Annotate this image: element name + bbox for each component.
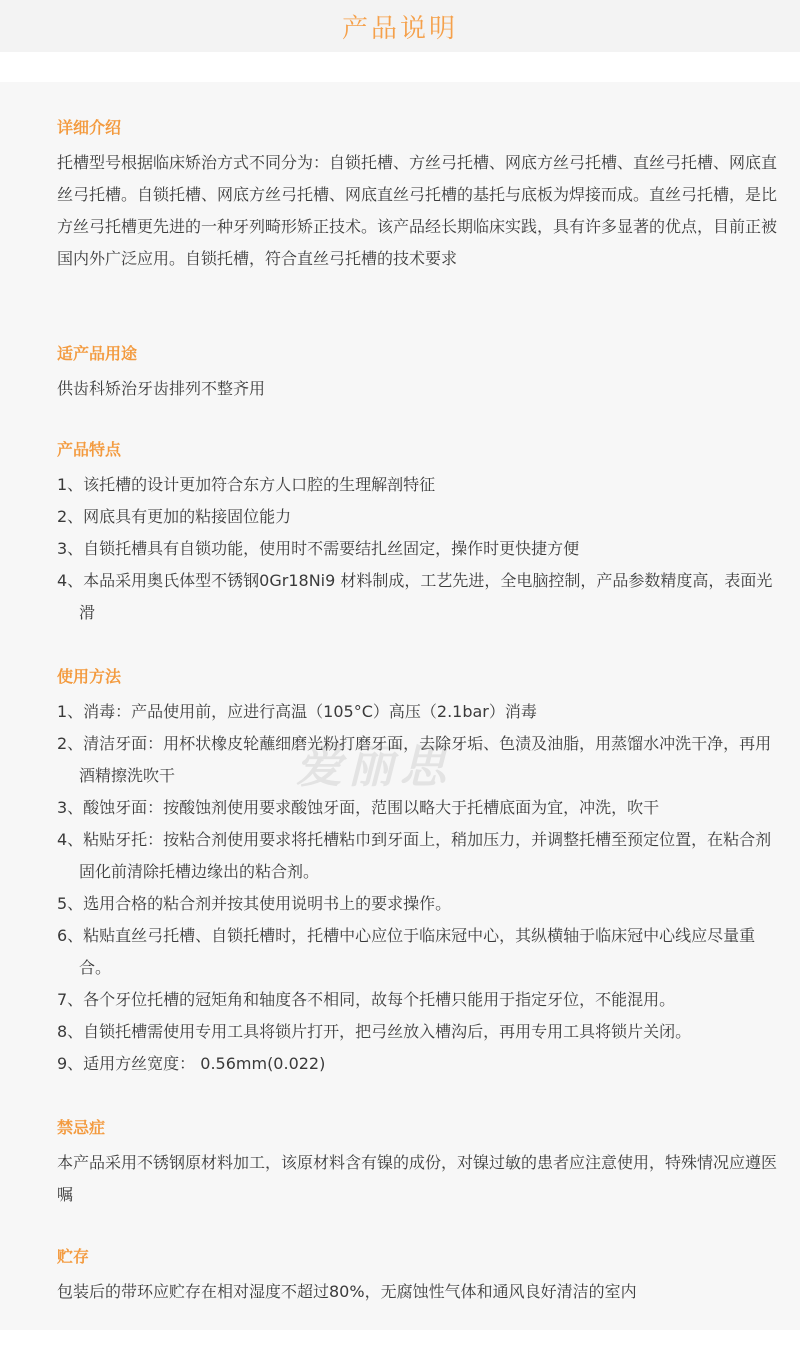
list-item: 2、清洁牙面：用杯状橡皮轮蘸细磨光粉打磨牙面，去除牙垢、色渍及油脂，用蒸馏水冲洗干净，再用酒精擦洗吹干 bbox=[57, 734, 772, 785]
section-title: 产品特点 bbox=[57, 440, 122, 459]
section-paragraph: 托槽型号根据临床矫治方式不同分为：自锁托槽、方丝弓托槽、网底方丝弓托槽、直丝弓托槽、网底直丝弓托槽。自锁托槽、网底方丝弓托槽、网底直丝弓托槽的基托与底板为焊接而成。直丝弓托槽，是比方丝弓托槽更先进的一种牙列畸形矫正技术。该产品经长期临床实践，具有许多显著的优点，目前正被国内外广泛应用。自锁托槽，符合直丝弓托槽的技术要求 bbox=[57, 153, 778, 268]
section-title: 禁忌症 bbox=[57, 1118, 106, 1137]
list-item: 8、自锁托槽需使用专用工具将锁片打开，把弓丝放入槽沟后，再用专用工具将锁片关闭。 bbox=[57, 1022, 692, 1041]
section-details bbox=[57, 116, 777, 275]
section-usage-purpose bbox=[57, 342, 777, 405]
section-paragraph: 供齿科矫治牙齿排列不整齐用 bbox=[57, 379, 266, 398]
section-contraindications bbox=[57, 1116, 777, 1211]
content-panel bbox=[0, 82, 800, 1330]
section-storage bbox=[57, 1245, 777, 1308]
list-item: 9、适用方丝宽度： 0.56mm(0.022) bbox=[57, 1054, 326, 1073]
section-instructions bbox=[57, 665, 777, 1080]
list-item: 3、酸蚀牙面：按酸蚀剂使用要求酸蚀牙面，范围以略大于托槽底面为宜，冲洗，吹干 bbox=[57, 798, 660, 817]
list-item: 1、消毒：产品使用前，应进行高温（105°C）高压（2.1bar）消毒 bbox=[57, 702, 537, 721]
section-title: 贮存 bbox=[57, 1247, 90, 1266]
section-title: 适产品用途 bbox=[57, 344, 138, 363]
list-item: 4、本品采用奥氏体型不锈钢0Gr18Ni9 材料制成，工艺先进，全电脑控制，产品参数精度高，表面光滑 bbox=[57, 571, 773, 622]
list-item: 5、选用合格的粘合剂并按其使用说明书上的要求操作。 bbox=[57, 894, 452, 913]
section-paragraph: 包装后的带环应贮存在相对湿度不超过80%，无腐蚀性气体和通风良好清洁的室内 bbox=[57, 1282, 637, 1301]
page-title: 产品说明 bbox=[341, 13, 458, 44]
page-header bbox=[0, 0, 800, 52]
section-features bbox=[57, 438, 777, 629]
brand-watermark: 爱丽思 bbox=[296, 739, 452, 793]
section-title: 使用方法 bbox=[57, 667, 122, 686]
list-item: 1、该托槽的设计更加符合东方人口腔的生理解剖特征 bbox=[57, 475, 436, 494]
section-paragraph: 本产品采用不锈钢原材料加工，该原材料含有镍的成份，对镍过敏的患者应注意使用，特殊情况应遵医嘱 bbox=[57, 1153, 778, 1204]
list-item: 3、自锁托槽具有自锁功能，使用时不需要结扎丝固定，操作时更快捷方便 bbox=[57, 539, 580, 558]
section-title: 详细介绍 bbox=[57, 118, 122, 137]
list-item: 2、网底具有更加的粘接固位能力 bbox=[57, 507, 292, 526]
list-item: 7、各个牙位托槽的冠矩角和轴度各不相同，故每个托槽只能用于指定牙位，不能混用。 bbox=[57, 990, 676, 1009]
list-item: 4、粘贴牙托：按粘合剂使用要求将托槽粘巾到牙面上，稍加压力，并调整托槽至预定位置，在粘合剂固化前清除托槽边缘出的粘合剂。 bbox=[57, 830, 772, 881]
list-item: 6、粘贴直丝弓托槽、自锁托槽时，托槽中心应位于临床冠中心，其纵横轴于临床冠中心线应尽量重合。 bbox=[57, 926, 756, 977]
